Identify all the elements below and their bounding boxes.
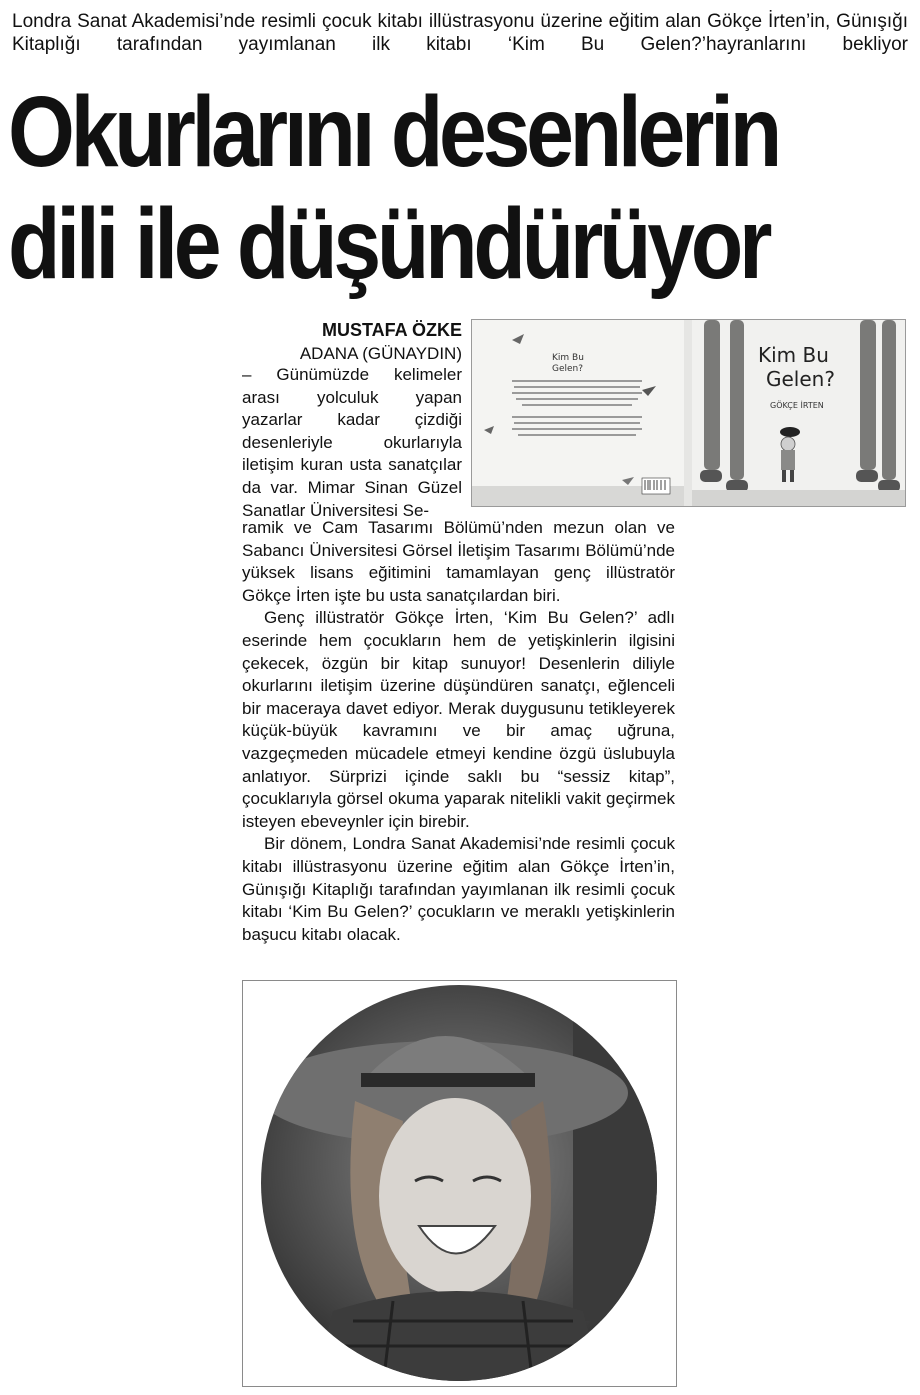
headline-line-2: dili ile düşündürüyor <box>8 188 769 300</box>
article-body-wide <box>242 517 675 946</box>
spot-headline: Londra Sanat Akademisi’nde resimli çocuk kitabı illüstrasyonu üzerine eğitim alan Gökçe İrten’in, Günışığı Kitaplığı tarafından yayımlanan ilk kitabı ‘Kim Bu Gelen?’hayranlarını bekliyor <box>12 11 908 55</box>
dateline: ADANA (GÜNAYDIN) <box>299 344 462 363</box>
paragraph-1-end: ramik ve Cam Tasarımı Bölümü’nden mezun olan ve Sabancı Üniversitesi Görsel İletişim Tasarımı Bölümü’nde yüksek lisans eğitimini tamamlayan genç illüstratör Gökçe İrten işte bu usta sanatçılardan biri. <box>242 518 675 605</box>
article-body-narrow <box>242 364 462 522</box>
author-byline: MUSTAFA ÖZKE <box>322 320 462 340</box>
cover-title-1: Kim Bu <box>758 343 829 367</box>
portrait-illustration <box>243 981 676 1386</box>
book-cover-illustration <box>472 320 905 506</box>
main-headline <box>8 76 785 306</box>
back-cover-title-1: Kim Bu <box>552 353 584 363</box>
book-cover-image <box>471 319 906 507</box>
barcode-icon <box>642 478 670 494</box>
headline-line-1: Okurlarını desenlerin <box>8 76 778 188</box>
paragraph-1-start: – Günümüzde kelimeler arası yolculuk yapan yazarlar kadar çizdiği desenleriyle okurlarıyla iletişim kuran usta sanatçılar da var. Mimar Sinan Güzel Sanatlar Üniversitesi Se- <box>242 365 462 520</box>
cover-title-2: Gelen? <box>766 367 835 391</box>
paragraph-3: Bir dönem, Londra Sanat Akademisi’nde resimli çocuk kitabı illüstrasyonu üzerine eğitim alan Gökçe İrten’in, Günışığı Kitaplığı tarafından yayımlanan ilk resimli çocuk kitabı ‘Kim Bu Gelen?’ çocukların ve meraklı yetişkinlerin başucu kitabı olacak. <box>242 834 675 944</box>
paragraph-2: Genç illüstratör Gökçe İrten, ‘Kim Bu Gelen?’ adlı eserinde hem çocukların hem de yetişkinlerin ilgisini çekecek, özgün bir kitap sunuyor! Desenlerin diliyle okurlarını iletişim üzerine düşündüren sanatçı, eğlenceli bir maceraya davet ediyor. Merak duygusunu tetikleyerek küçük-büyük kavramını ve bir amaç uğruna, vazgeçmeden mücadele etmeyi kendine özgü üslubuyla anlatıyor. Sürprizi içinde saklı bu “sessiz kitap”, çocuklarıyla görsel okuma yaparak nitelikli vakit geçirmek isteyen ebeveynler için birebir. <box>242 608 675 831</box>
author-portrait-photo <box>242 980 677 1387</box>
cover-author: GÖKÇE İRTEN <box>770 401 824 410</box>
back-cover-title-2: Gelen? <box>552 364 584 374</box>
